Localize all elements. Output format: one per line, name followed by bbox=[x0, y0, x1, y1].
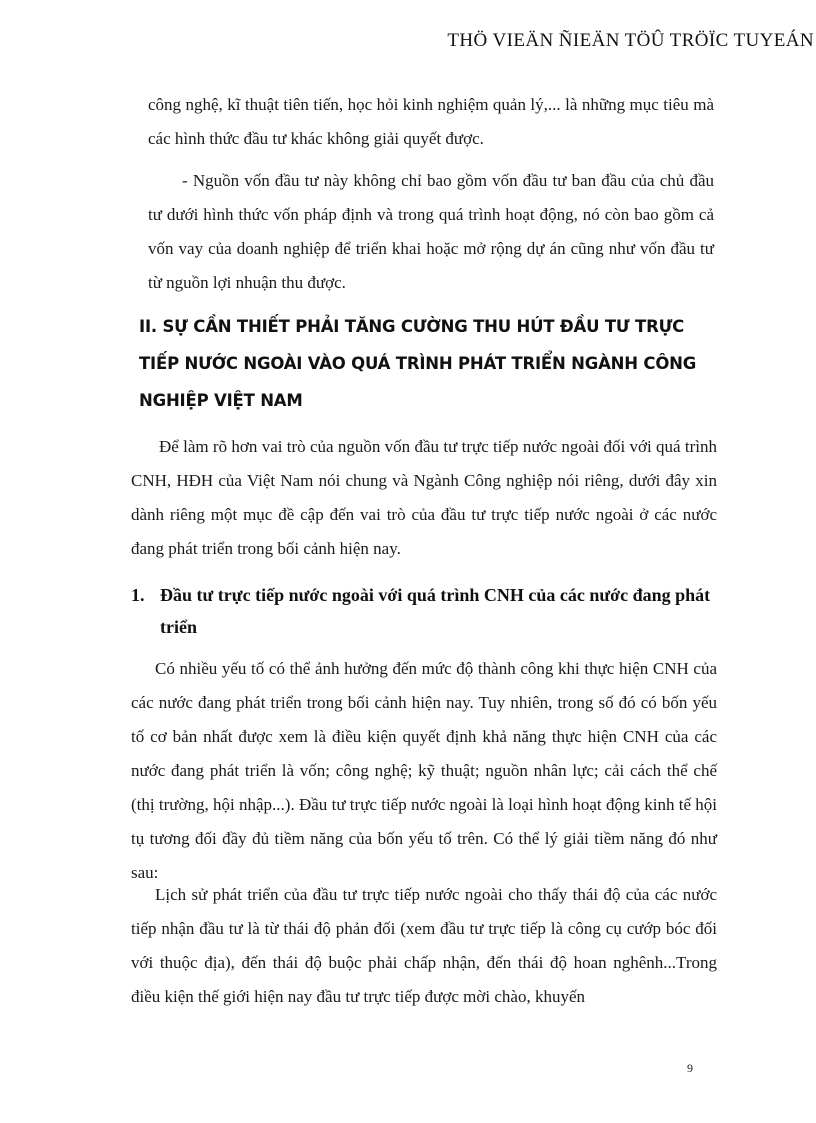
paragraph-continuation: công nghệ, kĩ thuật tiên tiến, học hỏi kinh nghiệm quản lý,... là những mục tiêu mà các hình thức đầu tư khác không giải quyết được. bbox=[148, 95, 714, 148]
subheading-text: Đầu tư trực tiếp nước ngoài với quá trình CNH của các nước đang phát triển bbox=[160, 585, 711, 637]
paragraph-history: Lịch sử phát triển của đầu tư trực tiếp nước ngoài cho thấy thái độ của các nước tiếp nhận đầu tư là từ thái độ phản đối (xem đầu tư trực tiếp là công cụ cướp bóc đối với thuộc địa), đến thái độ buộc phải chấp nhận, đến thái độ hoan nghênh...Trong điều kiện thế giới hiện nay đầu tư trực tiếp được mời chào, khuyến bbox=[131, 885, 717, 1006]
page-number: 9 bbox=[687, 1061, 693, 1075]
paragraph-intro: Để làm rõ hơn vai trò của nguồn vốn đầu tư trực tiếp nước ngoài đối với quá trình CNH, HĐH của Việt Nam nói chung và Ngành Công nghiệp nói riêng, dưới đây xin dành riêng một mục đề cập đến vai trò của đầu tư trực tiếp nước ngoài ở các nước đang phát triển trong bối cảnh hiện nay. bbox=[131, 437, 717, 558]
section-heading: II. SỰ CẦN THIẾT PHẢI TĂNG CƯỜNG THU HÚT ĐẦU TƯ TRỰC TIẾP NƯỚC NGOÀI VÀO QUÁ TRÌNH PHÁT TRIỂN NGÀNH CÔNG NGHIỆP VIỆT NAM bbox=[139, 317, 697, 410]
paragraph-factors: Có nhiều yếu tố có thể ảnh hưởng đến mức độ thành công khi thực hiện CNH của các nước đang phát triển trong bối cảnh hiện nay. Tuy nhiên, trong số đó có bốn yếu tố cơ bản nhất được xem là điều kiện quyết định khả năng thực hiện CNH của các nước đang phát triển là vốn; công nghệ; kỹ thuật; nguồn nhân lực; cải cách thể chế (thị trường, hội nhập...). Đầu tư trực tiếp nước ngoài là loại hình hoạt động kinh tế hội tụ tương đối đầy đủ tiềm năng của bốn yếu tố trên. Có thể lý giải tiềm năng đó như sau: bbox=[131, 659, 717, 882]
paragraph-capital-sources: - Nguồn vốn đầu tư này không chỉ bao gồm vốn đầu tư ban đầu của chủ đầu tư dưới hình thức vốn pháp định và trong quá trình hoạt động, nó còn bao gồm cả vốn vay của doanh nghiệp để triển khai hoặc mở rộng dự án cũng như vốn đầu tư từ nguồn lợi nhuận thu được. bbox=[148, 171, 714, 292]
subheading-number: 1. bbox=[131, 585, 145, 605]
page-header: THÖ VIEÄN ÑIEÄN TÖÛ TRÖÏC TUYEÁN bbox=[447, 30, 814, 51]
